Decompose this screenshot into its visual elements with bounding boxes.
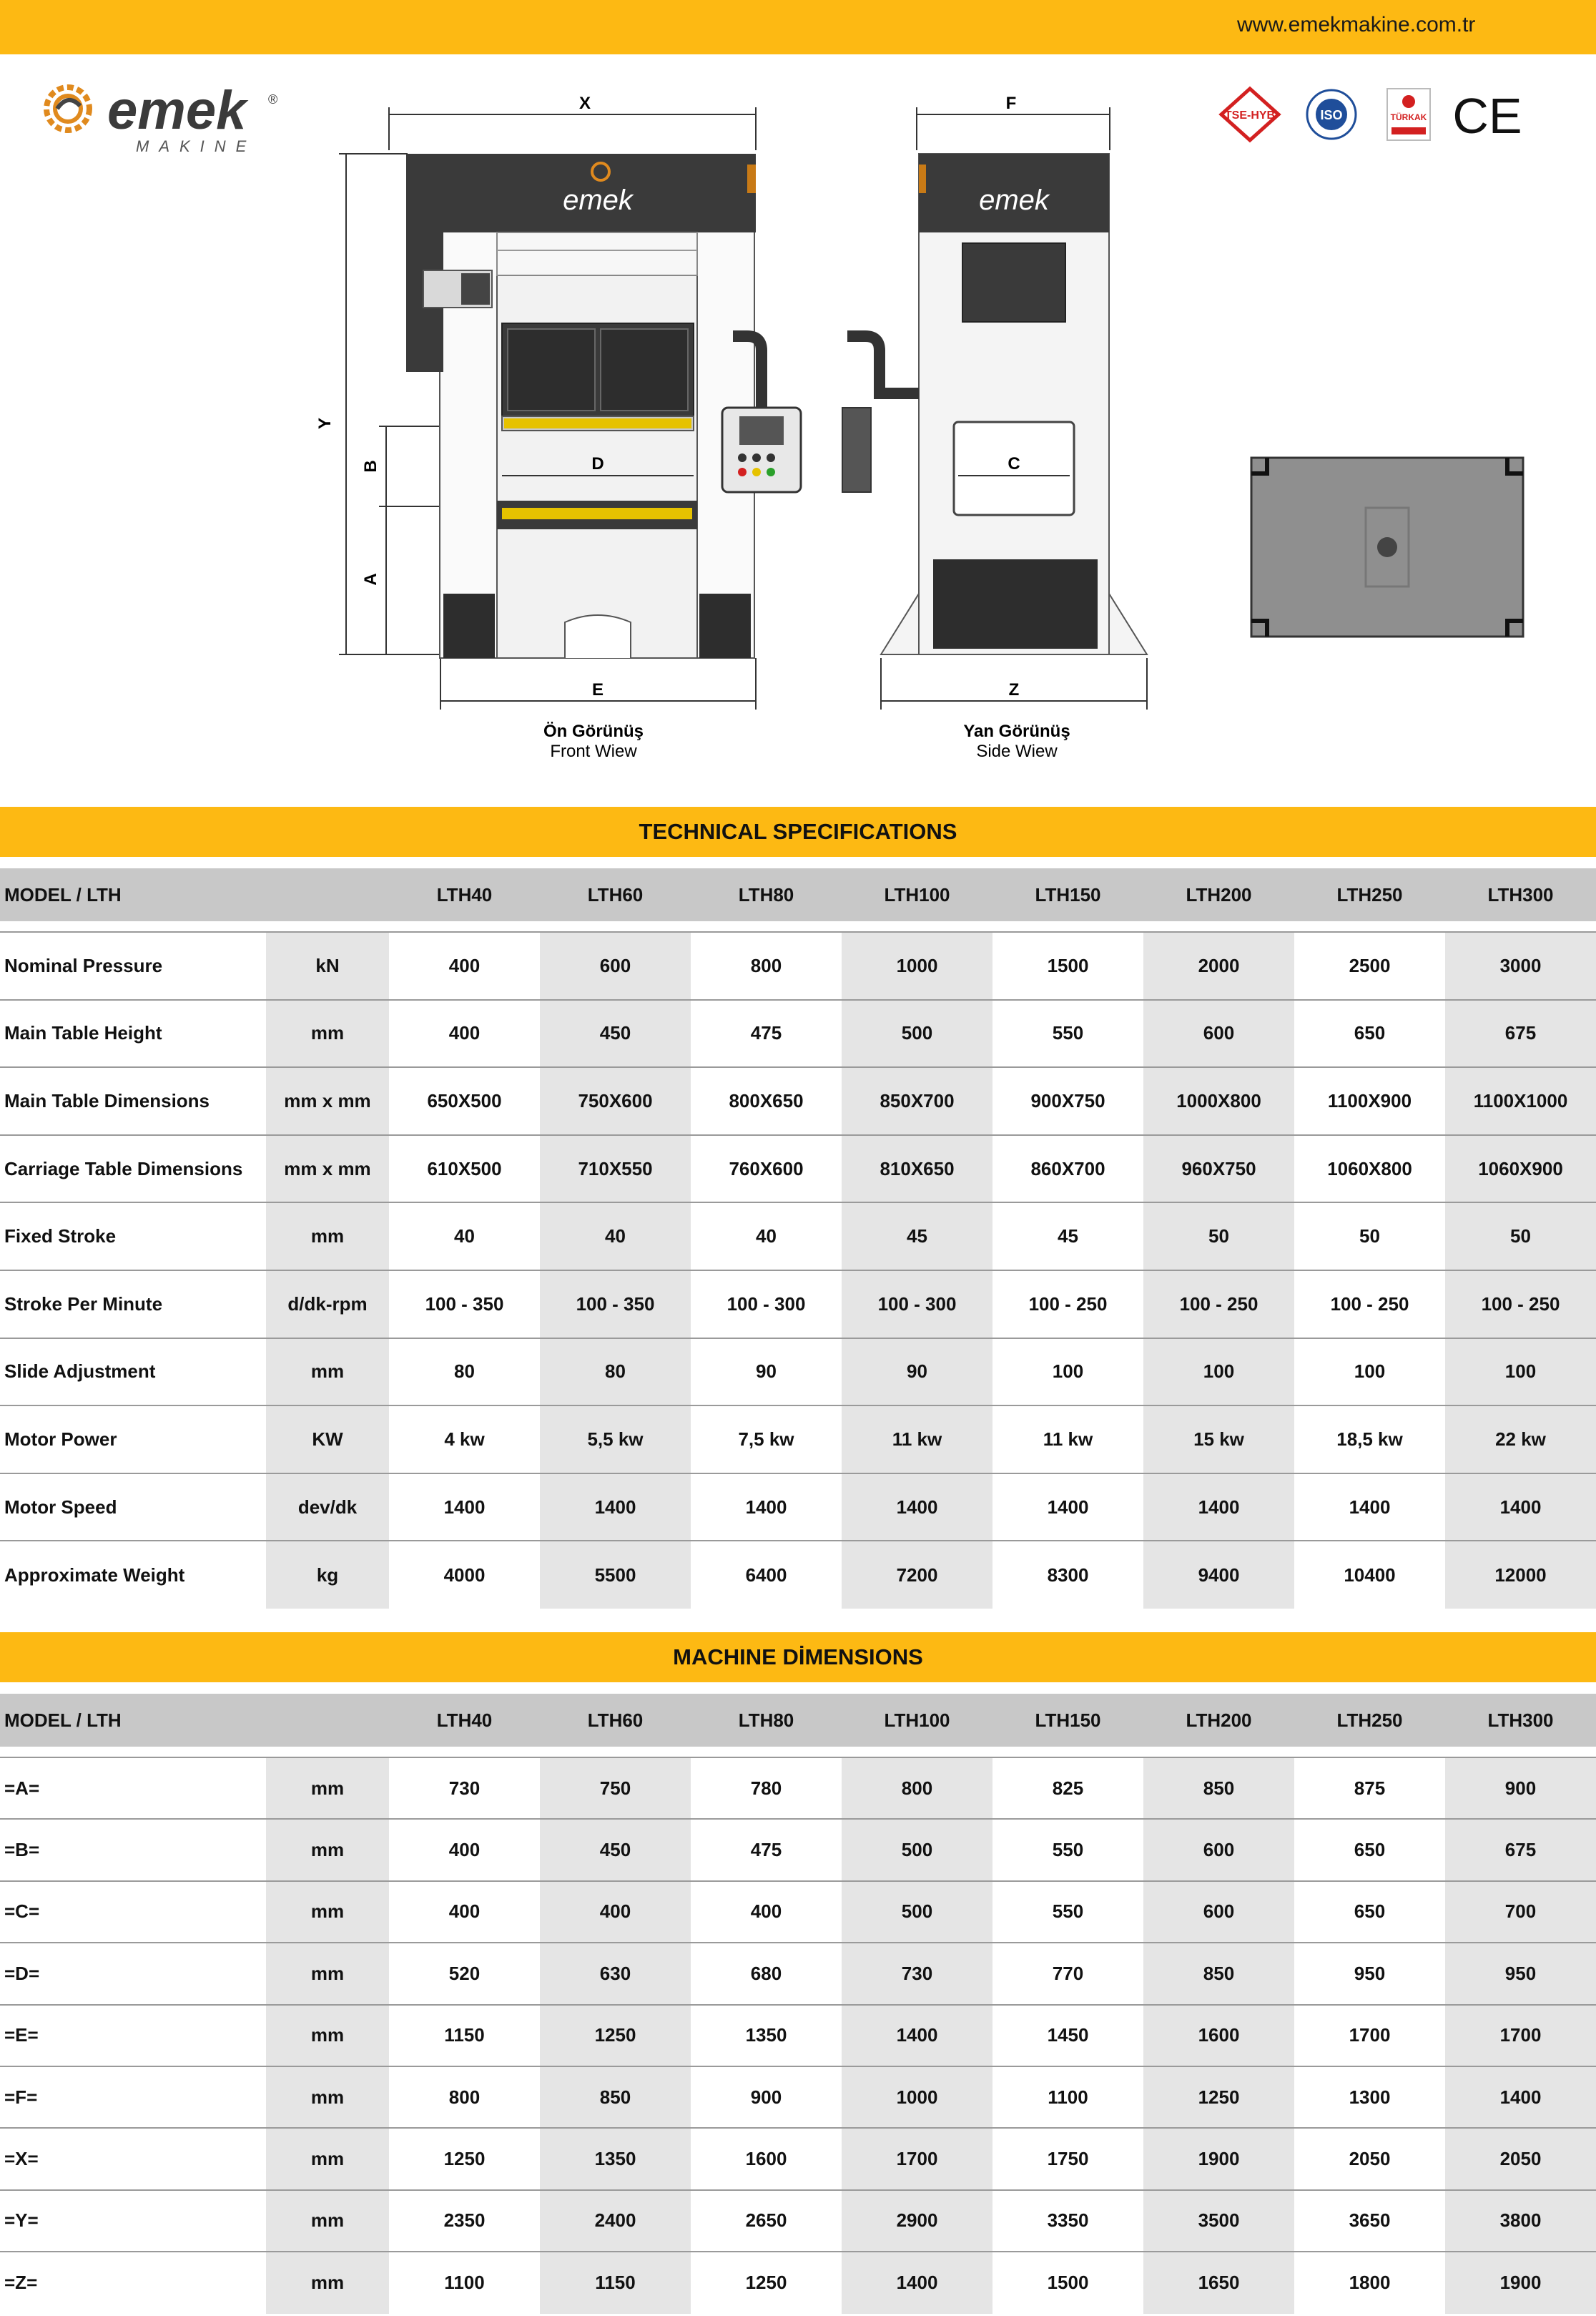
- header-model-label: MODEL / LTH: [0, 1694, 266, 1747]
- svg-text:TSE-HYB: TSE-HYB: [1224, 109, 1276, 122]
- table-cell: 650: [1294, 1819, 1445, 1880]
- table-cell: 40: [389, 1202, 540, 1270]
- table-cell: 1000X800: [1143, 1067, 1294, 1135]
- table-cell: 1800: [1294, 2252, 1445, 2313]
- table-cell: 10400: [1294, 1541, 1445, 1609]
- row-label: =A=: [0, 1757, 266, 1819]
- row-label: =D=: [0, 1943, 266, 2004]
- table-cell: 760X600: [691, 1135, 842, 1203]
- table-cell: 40: [691, 1202, 842, 1270]
- table-cell: 1400: [1294, 1473, 1445, 1541]
- table-cell: 1100X900: [1294, 1067, 1445, 1135]
- header-model: LTH150: [992, 1694, 1143, 1747]
- table-cell: 100 - 250: [992, 1270, 1143, 1338]
- table-cell: 730: [842, 1943, 992, 2004]
- table-cell: 520: [389, 1943, 540, 2004]
- table-cell: 1100X1000: [1445, 1067, 1596, 1135]
- header-model: LTH250: [1294, 1694, 1445, 1747]
- table-cell: 675: [1445, 1000, 1596, 1068]
- table-cell: 950: [1294, 1943, 1445, 2004]
- table-row: [0, 2252, 1596, 2313]
- table-cell: 100: [992, 1338, 1143, 1406]
- row-label: Slide Adjustment: [0, 1338, 266, 1406]
- table-cell: 7200: [842, 1541, 992, 1609]
- table-cell: 15 kw: [1143, 1405, 1294, 1473]
- svg-text:ISO: ISO: [1320, 108, 1343, 122]
- row-label: Stroke Per Minute: [0, 1270, 266, 1338]
- table-cell: 1450: [992, 2005, 1143, 2066]
- table-row: [0, 1067, 1596, 1135]
- table-cell: 2650: [691, 2190, 842, 2252]
- table-cell: 800X650: [691, 1067, 842, 1135]
- front-caption-en: Front Wiew: [550, 742, 637, 761]
- row-label: Main Table Height: [0, 1000, 266, 1068]
- table-cell: 5500: [540, 1541, 691, 1609]
- table-cell: 1500: [992, 2252, 1143, 2313]
- brand-name: emek: [107, 80, 247, 141]
- table-cell: 800: [389, 2066, 540, 2128]
- table-row: [0, 2066, 1596, 2128]
- table-cell: 1250: [540, 2005, 691, 2066]
- table-cell: 80: [540, 1338, 691, 1406]
- table-cell: 3650: [1294, 2190, 1445, 2252]
- table-cell: 960X750: [1143, 1135, 1294, 1203]
- table-cell: 400: [389, 932, 540, 1000]
- table-cell: 1060X800: [1294, 1135, 1445, 1203]
- table-cell: 1300: [1294, 2066, 1445, 2128]
- table-cell: 600: [1143, 1000, 1294, 1068]
- row-label: Carriage Table Dimensions: [0, 1135, 266, 1203]
- table-cell: 400: [389, 1000, 540, 1068]
- header-model: LTH80: [691, 868, 842, 921]
- table-cell: 12000: [1445, 1541, 1596, 1609]
- brand-logo: [29, 79, 286, 157]
- table-cell: 50: [1294, 1202, 1445, 1270]
- dim-label-f: F: [1005, 94, 1017, 113]
- table-row: [0, 1757, 1596, 1819]
- table-cell: 1250: [691, 2252, 842, 2313]
- header-model: LTH60: [540, 1694, 691, 1747]
- table-cell: 1900: [1445, 2252, 1596, 2313]
- row-unit: mm: [266, 2066, 389, 2128]
- table-cell: 730: [389, 1757, 540, 1819]
- table-cell: 1600: [691, 2128, 842, 2189]
- table-cell: 750X600: [540, 1067, 691, 1135]
- table-cell: 7,5 kw: [691, 1405, 842, 1473]
- table-cell: 40: [540, 1202, 691, 1270]
- row-unit: mm: [266, 1943, 389, 2004]
- table-cell: 100 - 250: [1143, 1270, 1294, 1338]
- table-cell: 1400: [1445, 2066, 1596, 2128]
- table-cell: 900: [1445, 1757, 1596, 1819]
- row-unit: d/dk-rpm: [266, 1270, 389, 1338]
- table-cell: 800: [842, 1757, 992, 1819]
- header-model: LTH300: [1445, 1694, 1596, 1747]
- table-cell: 850: [1143, 1943, 1294, 2004]
- table-cell: 850: [540, 2066, 691, 2128]
- table-cell: 500: [842, 1000, 992, 1068]
- row-label: Motor Power: [0, 1405, 266, 1473]
- table-cell: 950: [1445, 1943, 1596, 2004]
- table-cell: 100 - 300: [842, 1270, 992, 1338]
- header-model: LTH40: [389, 868, 540, 921]
- dim-label-d: D: [591, 454, 604, 473]
- table-cell: 1900: [1143, 2128, 1294, 2189]
- table-cell: 900X750: [992, 1067, 1143, 1135]
- table-spacer: [0, 921, 1596, 932]
- table-cell: 1400: [691, 1473, 842, 1541]
- table-cell: 3800: [1445, 2190, 1596, 2252]
- row-unit: mm x mm: [266, 1067, 389, 1135]
- table-cell: 2350: [389, 2190, 540, 2252]
- table-row: [0, 1202, 1596, 1270]
- row-unit: kN: [266, 932, 389, 1000]
- table-cell: 2050: [1445, 2128, 1596, 2189]
- table-cell: 1700: [1294, 2005, 1445, 2066]
- table-cell: 4000: [389, 1541, 540, 1609]
- machine-dimensions-title: MACHINE DİMENSIONS: [0, 1632, 1596, 1682]
- table-cell: 100: [1294, 1338, 1445, 1406]
- table-cell: 90: [691, 1338, 842, 1406]
- row-unit: mm: [266, 1202, 389, 1270]
- table-cell: 1750: [992, 2128, 1143, 2189]
- table-cell: 1650: [1143, 2252, 1294, 2313]
- table-cell: 11 kw: [842, 1405, 992, 1473]
- table-cell: 550: [992, 1819, 1143, 1880]
- header-model: LTH200: [1143, 868, 1294, 921]
- table-row: [0, 1270, 1596, 1338]
- table-cell: 675: [1445, 1819, 1596, 1880]
- table-cell: 780: [691, 1757, 842, 1819]
- gear-icon: [46, 87, 89, 130]
- table-cell: 860X700: [992, 1135, 1143, 1203]
- table-cell: 1000: [842, 932, 992, 1000]
- table-row: [0, 1473, 1596, 1541]
- table-cell: 500: [842, 1881, 992, 1943]
- table-cell: 1100: [389, 2252, 540, 2313]
- dim-label-c: C: [1008, 454, 1020, 473]
- header-model: LTH60: [540, 868, 691, 921]
- table-cell: 1400: [842, 2005, 992, 2066]
- table-cell: 630: [540, 1943, 691, 2004]
- table-cell: 475: [691, 1819, 842, 1880]
- table-cell: 850: [1143, 1757, 1294, 1819]
- table-cell: 400: [389, 1881, 540, 1943]
- header-model: LTH40: [389, 1694, 540, 1747]
- row-label: =Y=: [0, 2190, 266, 2252]
- table-row: [0, 1405, 1596, 1473]
- dim-label-e: E: [591, 680, 604, 700]
- side-caption-tr: Yan Görünüş: [963, 722, 1070, 741]
- table-cell: 600: [540, 932, 691, 1000]
- table-cell: 100 - 350: [540, 1270, 691, 1338]
- table-cell: 800: [691, 932, 842, 1000]
- row-unit: kg: [266, 1541, 389, 1609]
- table-cell: 750: [540, 1757, 691, 1819]
- header-model: LTH80: [691, 1694, 842, 1747]
- table-cell: 45: [842, 1202, 992, 1270]
- table-header-row: [0, 1694, 1596, 1747]
- table-cell: 1000: [842, 2066, 992, 2128]
- header-model: LTH300: [1445, 868, 1596, 921]
- table-cell: 400: [389, 1819, 540, 1880]
- table-cell: 100: [1143, 1338, 1294, 1406]
- table-cell: 1100: [992, 2066, 1143, 2128]
- table-cell: 825: [992, 1757, 1143, 1819]
- table-cell: 2400: [540, 2190, 691, 2252]
- table-cell: 700: [1445, 1881, 1596, 1943]
- side-brand: emek: [979, 185, 1049, 216]
- table-cell: 2900: [842, 2190, 992, 2252]
- table-row: [0, 1541, 1596, 1609]
- row-label: Fixed Stroke: [0, 1202, 266, 1270]
- svg-text:CE: CE: [1452, 88, 1522, 144]
- table-row: [0, 1000, 1596, 1068]
- header-model: LTH150: [992, 868, 1143, 921]
- table-cell: 600: [1143, 1881, 1294, 1943]
- table-cell: 1400: [1445, 1473, 1596, 1541]
- header-model: LTH200: [1143, 1694, 1294, 1747]
- header-model: LTH250: [1294, 868, 1445, 921]
- table-cell: 100 - 350: [389, 1270, 540, 1338]
- row-unit: mm: [266, 1881, 389, 1943]
- row-unit: mm x mm: [266, 1135, 389, 1203]
- table-cell: 1500: [992, 932, 1143, 1000]
- table-cell: 1400: [992, 1473, 1143, 1541]
- table-cell: 18,5 kw: [1294, 1405, 1445, 1473]
- table-cell: 1400: [1143, 1473, 1294, 1541]
- table-cell: 4 kw: [389, 1405, 540, 1473]
- table-cell: 3000: [1445, 932, 1596, 1000]
- technical-specs-table: [0, 868, 1596, 1609]
- table-cell: 650X500: [389, 1067, 540, 1135]
- table-header-row: [0, 868, 1596, 921]
- row-label: =X=: [0, 2128, 266, 2189]
- table-cell: 1400: [389, 1473, 540, 1541]
- table-cell: 1060X900: [1445, 1135, 1596, 1203]
- table-cell: 1600: [1143, 2005, 1294, 2066]
- header-unit: [266, 1694, 389, 1747]
- table-cell: 1700: [842, 2128, 992, 2189]
- table-cell: 5,5 kw: [540, 1405, 691, 1473]
- row-label: =E=: [0, 2005, 266, 2066]
- table-cell: 400: [691, 1881, 842, 1943]
- table-cell: 500: [842, 1819, 992, 1880]
- table-row: [0, 2005, 1596, 2066]
- table-row: [0, 2190, 1596, 2252]
- header-unit: [266, 868, 389, 921]
- row-unit: mm: [266, 2005, 389, 2066]
- table-cell: 1150: [540, 2252, 691, 2313]
- table-cell: 11 kw: [992, 1405, 1143, 1473]
- table-cell: 1400: [540, 1473, 691, 1541]
- dim-label-b: B: [361, 460, 380, 473]
- table-cell: 3500: [1143, 2190, 1294, 2252]
- website-link[interactable]: www.emekmakine.com.tr: [1237, 13, 1476, 36]
- table-row: [0, 1338, 1596, 1406]
- table-cell: 1350: [691, 2005, 842, 2066]
- table-cell: 100 - 300: [691, 1270, 842, 1338]
- front-view-drawing: [315, 94, 801, 710]
- table-cell: 8300: [992, 1541, 1143, 1609]
- table-cell: 1400: [842, 1473, 992, 1541]
- table-row: [0, 1881, 1596, 1943]
- table-cell: 1250: [1143, 2066, 1294, 2128]
- row-unit: mm: [266, 1757, 389, 1819]
- side-caption-en: Side Wiew: [976, 742, 1058, 761]
- table-cell: 50: [1445, 1202, 1596, 1270]
- table-cell: 2500: [1294, 932, 1445, 1000]
- row-label: Nominal Pressure: [0, 932, 266, 1000]
- table-cell: 80: [389, 1338, 540, 1406]
- table-cell: 2050: [1294, 2128, 1445, 2189]
- row-label: =C=: [0, 1881, 266, 1943]
- row-unit: mm: [266, 1000, 389, 1068]
- table-cell: 450: [540, 1819, 691, 1880]
- row-unit: mm: [266, 2190, 389, 2252]
- dim-label-y: Y: [315, 417, 335, 430]
- row-unit: dev/dk: [266, 1473, 389, 1541]
- table-cell: 650: [1294, 1000, 1445, 1068]
- technical-specs-title: TECHNICAL SPECIFICATIONS: [0, 807, 1596, 857]
- table-cell: 875: [1294, 1757, 1445, 1819]
- table-top-view: [1251, 458, 1523, 637]
- machine-dimensions-table: [0, 1694, 1596, 2314]
- side-view-drawing: [842, 94, 1147, 710]
- top-bar: [0, 0, 1596, 54]
- table-cell: 600: [1143, 1819, 1294, 1880]
- table-cell: 1250: [389, 2128, 540, 2189]
- row-label: =Z=: [0, 2252, 266, 2313]
- row-unit: mm: [266, 1819, 389, 1880]
- table-cell: 550: [992, 1000, 1143, 1068]
- header-model: LTH100: [842, 868, 992, 921]
- row-label: =B=: [0, 1819, 266, 1880]
- table-cell: 710X550: [540, 1135, 691, 1203]
- table-cell: 22 kw: [1445, 1405, 1596, 1473]
- row-label: Main Table Dimensions: [0, 1067, 266, 1135]
- svg-text:TÜRKAK: TÜRKAK: [1390, 112, 1427, 122]
- table-cell: 9400: [1143, 1541, 1294, 1609]
- table-cell: 50: [1143, 1202, 1294, 1270]
- brand-registered: ®: [268, 92, 278, 107]
- row-label: =F=: [0, 2066, 266, 2128]
- table-cell: 1350: [540, 2128, 691, 2189]
- header-model-label: MODEL / LTH: [0, 868, 266, 921]
- table-cell: 610X500: [389, 1135, 540, 1203]
- table-cell: 810X650: [842, 1135, 992, 1203]
- table-cell: 400: [540, 1881, 691, 1943]
- dim-label-a: A: [361, 573, 380, 586]
- dim-label-x: X: [578, 94, 591, 113]
- row-label: Approximate Weight: [0, 1541, 266, 1609]
- table-row: [0, 932, 1596, 1000]
- table-cell: 850X700: [842, 1067, 992, 1135]
- table-cell: 1150: [389, 2005, 540, 2066]
- row-unit: KW: [266, 1405, 389, 1473]
- table-cell: 6400: [691, 1541, 842, 1609]
- table-row: [0, 1943, 1596, 2004]
- table-row: [0, 1819, 1596, 1880]
- table-cell: 900: [691, 2066, 842, 2128]
- table-cell: 450: [540, 1000, 691, 1068]
- table-cell: 2000: [1143, 932, 1294, 1000]
- table-cell: 1400: [842, 2252, 992, 2313]
- machine-drawings: [315, 93, 1559, 780]
- table-cell: 100 - 250: [1294, 1270, 1445, 1338]
- table-row: [0, 2128, 1596, 2189]
- dim-label-z: Z: [1008, 680, 1020, 700]
- table-cell: 475: [691, 1000, 842, 1068]
- table-cell: 1700: [1445, 2005, 1596, 2066]
- header-model: LTH100: [842, 1694, 992, 1747]
- table-cell: 680: [691, 1943, 842, 2004]
- table-spacer: [0, 1747, 1596, 1757]
- table-row: [0, 1135, 1596, 1203]
- front-brand: emek: [563, 185, 633, 216]
- table-cell: 90: [842, 1338, 992, 1406]
- row-label: Motor Speed: [0, 1473, 266, 1541]
- table-cell: 45: [992, 1202, 1143, 1270]
- table-cell: 100: [1445, 1338, 1596, 1406]
- row-unit: mm: [266, 2252, 389, 2313]
- front-caption-tr: Ön Görünüş: [543, 722, 644, 741]
- row-unit: mm: [266, 1338, 389, 1406]
- table-cell: 650: [1294, 1881, 1445, 1943]
- table-cell: 3350: [992, 2190, 1143, 2252]
- table-cell: 100 - 250: [1445, 1270, 1596, 1338]
- row-unit: mm: [266, 2128, 389, 2189]
- table-cell: 770: [992, 1943, 1143, 2004]
- table-cell: 550: [992, 1881, 1143, 1943]
- brand-subtitle: MAKINE: [136, 137, 257, 155]
